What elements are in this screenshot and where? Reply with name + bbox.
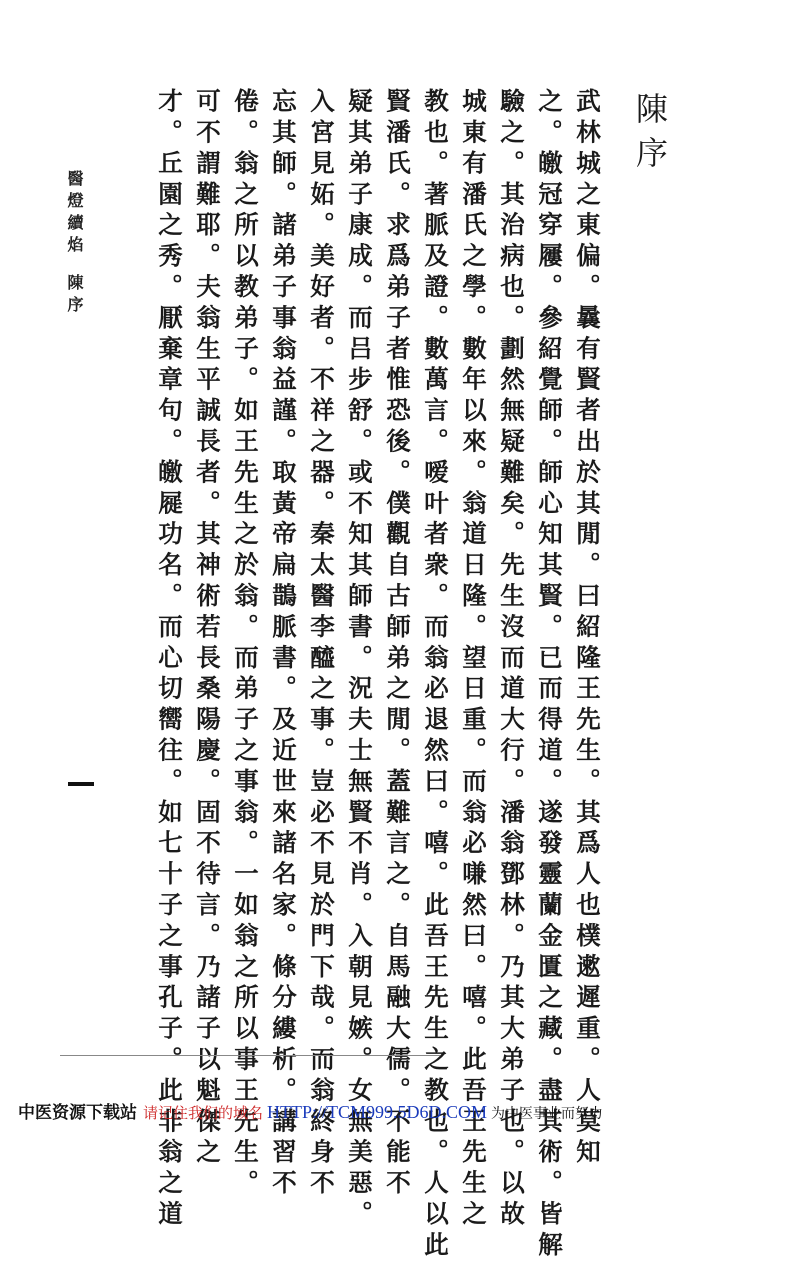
text-column-4: 城東有潘氏之學。數年以來。翁道日隆。望日重。而翁必嗛然曰。嘻。此吾王先生之	[459, 88, 488, 1232]
footer-site-name: 中医资源下载站	[18, 1103, 137, 1123]
text-column-2: 之。皦冠穿屨。參紹覺師。師心知其賢。已而得道。遂發靈蘭金匱之藏。盡其術。皆解	[535, 88, 564, 1262]
margin-section-title: 陳序	[65, 274, 84, 318]
text-column-11: 可不謂難耶。夫翁生平誠長者。其神術若長桑陽慶。固不待言。乃諸子以魁傑之	[193, 88, 222, 1170]
text-column-5: 教也。著脈及證。數萬言。嗳叶者衆。而翁必退然曰。嘻。此吾王先生之教也。人以此	[421, 88, 450, 1262]
text-column-7: 疑其弟子康成。而吕步舒。或不知其師書。況夫士無賢不肖。入朝見嫉。女無美惡。	[345, 88, 374, 1232]
bottom-rule	[60, 1055, 440, 1056]
text-column-3: 驗之。其治病也。劃然無疑難矣。先生沒而道大行。潘翁鄧林。乃其大弟子也。以故	[497, 88, 526, 1232]
text-column-9: 忘其師。諸弟子事翁益謹。取黃帝扁鵲脈書。及近世來諸名家。條分縷析。講習不	[269, 88, 298, 1201]
margin-header	[60, 170, 88, 318]
text-column-1: 武林城之東偏。曩有賢者出於其閒。曰紹隆王先生。其爲人也樸遬遲重。人莫知	[573, 88, 602, 1170]
preface-title: 陳序	[631, 92, 669, 180]
text-column-8: 入宮見妬。美好者。不祥之器。秦太醫李醯之事。豈必不見於門下哉。而翁終身不	[307, 88, 336, 1201]
margin-book-title: 醫燈續焰	[65, 170, 84, 258]
footer-url-link[interactable]: HTTP://TCM999.5D6D.COM	[267, 1102, 488, 1122]
text-column-6: 賢潘氏。求爲弟子者惟恐後。僕觀自古師弟之閒。蓋難言之。自馬融大儒。不能不	[383, 88, 412, 1201]
text-column-12: 才。丘園之秀。厭棄章句。皦屣功名。而心切嚮往。如七十子之事孔子。此非翁之道	[155, 88, 184, 1232]
footer-slogan: 为中医事业而努力	[491, 1106, 604, 1122]
footer-banner	[18, 1098, 778, 1122]
text-column-10: 倦。翁之所以教弟子。如王先生之於翁。而弟子之事翁。一如翁之所以事王先生。	[231, 88, 260, 1201]
page-number-mark	[68, 782, 94, 786]
footer-reminder: 请记住我们的域名	[143, 1104, 264, 1122]
